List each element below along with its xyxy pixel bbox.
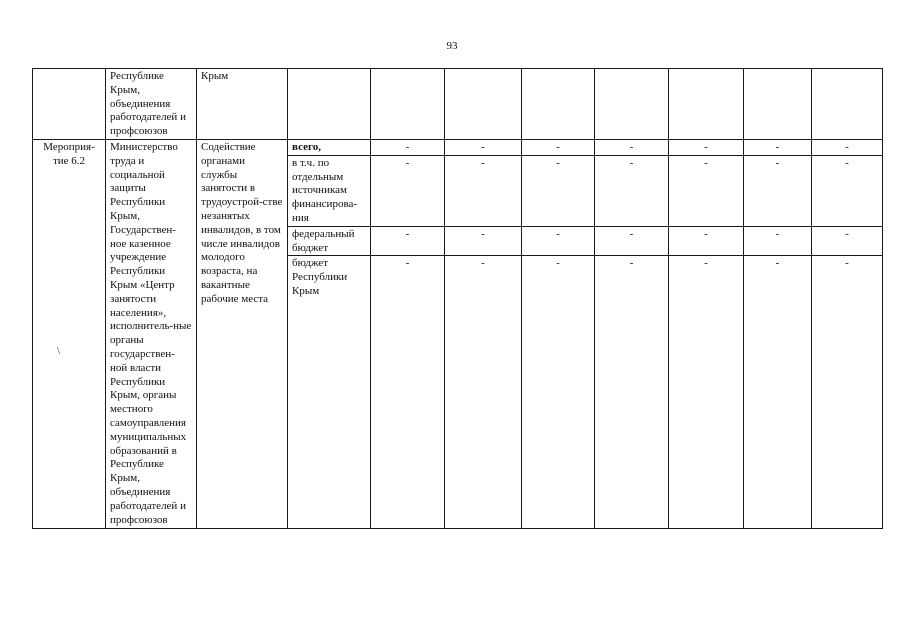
value-cell: - bbox=[595, 139, 669, 155]
value-cell: - bbox=[595, 226, 669, 256]
value-cell: - bbox=[744, 256, 812, 529]
value-cell: - bbox=[669, 139, 744, 155]
value-cell: - bbox=[522, 226, 595, 256]
executor-cell: Республике Крым, объединения работодателей и профсоюзов bbox=[106, 69, 197, 140]
source-cell: федеральный бюджет bbox=[288, 226, 371, 256]
value-cell: - bbox=[522, 155, 595, 226]
source-cell bbox=[288, 69, 371, 140]
value-cell: - bbox=[445, 256, 522, 529]
value-cell: - bbox=[522, 256, 595, 529]
value-cell: - bbox=[812, 139, 883, 155]
value-cell: - bbox=[812, 226, 883, 256]
value-cell bbox=[595, 69, 669, 140]
value-cell: - bbox=[669, 256, 744, 529]
value-cell bbox=[371, 69, 445, 140]
measure-cell-empty bbox=[33, 69, 106, 140]
value-cell: - bbox=[744, 139, 812, 155]
value-cell: - bbox=[522, 139, 595, 155]
page-number: 93 bbox=[446, 40, 458, 52]
value-cell: - bbox=[371, 139, 445, 155]
value-cell: - bbox=[812, 256, 883, 529]
value-cell bbox=[744, 69, 812, 140]
source-cell: бюджет Республики Крым bbox=[288, 256, 371, 529]
description-cell: Крым bbox=[197, 69, 288, 140]
value-cell: - bbox=[371, 155, 445, 226]
source-total-cell: всего, bbox=[288, 139, 371, 155]
value-cell: - bbox=[669, 226, 744, 256]
value-cell bbox=[812, 69, 883, 140]
value-cell: - bbox=[595, 155, 669, 226]
financing-table bbox=[32, 68, 883, 529]
value-cell: - bbox=[445, 155, 522, 226]
source-cell: в т.ч. по отдельным источникам финансирова-ния bbox=[288, 155, 371, 226]
value-cell: - bbox=[744, 155, 812, 226]
value-cell: - bbox=[744, 226, 812, 256]
executor-cell: Министерство труда и социальной защиты Республики Крым, Государствен-ное казенное учреждение Республики Крым «Центр занятости населения», исполнитель-ные органы государствен-ной власти Республики Крым, органы местного самоуправления муниципальных образований в Республике Крым, объединения работодателей и профсоюзов bbox=[106, 139, 197, 528]
value-cell: - bbox=[445, 139, 522, 155]
description-cell: Содействие органами службы занятости в трудоустрой-стве незанятых инвалидов, в том числе инвалидов молодого возраста, на вакантные рабочие места bbox=[197, 139, 288, 528]
value-cell: - bbox=[812, 155, 883, 226]
table-row bbox=[33, 69, 883, 140]
table-row bbox=[33, 139, 883, 155]
value-cell bbox=[669, 69, 744, 140]
value-cell bbox=[445, 69, 522, 140]
stray-mark: \ bbox=[57, 345, 61, 357]
value-cell: - bbox=[595, 256, 669, 529]
measure-name-cell: Мероприя-тие 6.2 bbox=[33, 139, 106, 528]
value-cell bbox=[522, 69, 595, 140]
value-cell: - bbox=[371, 256, 445, 529]
value-cell: - bbox=[371, 226, 445, 256]
value-cell: - bbox=[445, 226, 522, 256]
value-cell: - bbox=[669, 155, 744, 226]
